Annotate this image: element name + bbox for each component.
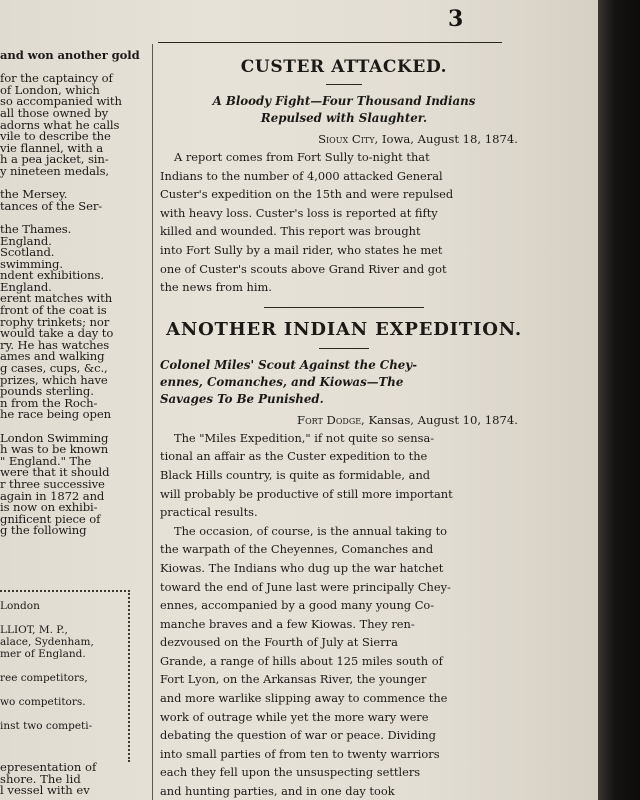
- article2-line: The "Miles Expedition," if not quite so sensa-: [174, 430, 435, 445]
- left-column-line: shore. The lid: [0, 771, 81, 786]
- article2-body: [160, 429, 528, 800]
- left-column-line: ndent exhibitions.: [0, 268, 104, 283]
- left-column-line: Scotland.: [0, 245, 55, 260]
- article1-line: Custer's expedition on the 15th and were repulsed: [160, 187, 454, 202]
- left-column-line: again in 1872 and: [0, 488, 105, 503]
- left-column-line: tances of the Ser-: [0, 198, 103, 213]
- left-column-line: " England." The: [0, 453, 92, 468]
- left-column-line: rophy trinkets; nor: [0, 314, 110, 329]
- left-box-line: inst two competi-: [0, 720, 93, 732]
- article2-line: work of outrage while yet the more wary were: [160, 709, 429, 724]
- headline-rule: [326, 84, 362, 85]
- left-column-line: h a pea jacket, sin-: [0, 152, 109, 167]
- article1-line: with heavy loss. Custer's loss is reported at fifty: [160, 205, 438, 220]
- left-column-line: the Mersey.: [0, 187, 68, 202]
- left-column-line: ry. He has watches: [0, 337, 110, 352]
- left-column-line: London Swimming: [0, 430, 109, 445]
- article2-line: Fort Lyon, on the Arkansas River, the younger: [160, 672, 427, 687]
- left-column-line: for the captaincy of: [0, 71, 113, 86]
- article2-line: and hunting parties, and in one day took: [160, 784, 395, 799]
- article2-headline: ANOTHER INDIAN EXPEDITION.: [166, 318, 522, 340]
- left-column-line: epresentation of: [0, 762, 97, 774]
- left-column-line: vile to describe the: [0, 129, 111, 144]
- article1-line: the news from him.: [160, 280, 272, 295]
- article2-line: dezvoused on the Fourth of July at Sierra: [160, 635, 398, 650]
- article2-line: each they fell upon the unsuspecting settlers: [160, 765, 421, 780]
- left-column-line: l vessel with ev: [0, 783, 90, 797]
- article2-line: toward the end of June last were principally Chey-: [160, 579, 451, 594]
- article2-line: Kiowas. The Indians who dug up the war hatchet: [160, 560, 444, 575]
- left-column-line: and won another gold: [0, 50, 140, 62]
- article1-line: one of Custer's scouts above Grand River and got: [160, 261, 447, 276]
- left-column-line: prizes, which have: [0, 372, 108, 387]
- left-column-line: erent matches with: [0, 291, 113, 306]
- left-column-line: would take a day to: [0, 326, 114, 341]
- article2-subhead-line: ennes, Comanches, and Kiowas—The: [160, 374, 404, 389]
- left-box-line: LLIOT, M. P.,: [0, 624, 68, 636]
- dateline-place: Sioux City,: [318, 132, 379, 146]
- left-column-line: of London, which: [0, 82, 100, 97]
- left-column-line: y nineteen medals,: [0, 163, 110, 178]
- left-box-line: ree competitors,: [0, 672, 88, 684]
- left-column-line: n from the Roch-: [0, 395, 98, 410]
- article1-line: A report comes from Fort Sully to-night that: [174, 150, 430, 164]
- left-column-line: swimming.: [0, 256, 63, 271]
- article1-line: into Fort Sully by a mail rider, who states he met: [160, 242, 443, 257]
- article2-dateline: [160, 412, 518, 429]
- left-box-line: mer of England.: [0, 648, 86, 660]
- left-column-line: England.: [0, 233, 52, 248]
- left-box-line: [0, 660, 124, 672]
- left-column-line: vie flannel, with a: [0, 140, 104, 155]
- article2-line: Black Hills country, is quite as formidable, and: [160, 467, 431, 482]
- left-column-line: g cases, cups, &c.,: [0, 361, 108, 376]
- article2-line: practical results.: [160, 505, 258, 520]
- dateline-date: Kansas, August 10, 1874.: [368, 412, 518, 427]
- page-number: 3: [448, 6, 464, 32]
- left-column-line: h was to be known: [0, 442, 109, 457]
- left-column-line: he race being open: [0, 407, 112, 422]
- article2-line: debating the question of war or peace. Dividing: [160, 728, 436, 743]
- article2-line: Grande, a range of hills about 125 miles south of: [160, 653, 443, 668]
- article2-line: ennes, accompanied by a good many young Co-: [160, 598, 435, 613]
- left-box-line: London: [0, 600, 40, 612]
- left-column-line: England.: [0, 279, 52, 294]
- top-rule: [158, 42, 502, 43]
- left-column-line: adorns what he calls: [0, 117, 120, 132]
- left-box-line: [0, 708, 124, 720]
- article1-subhead-line: A Bloody Fight—Four Thousand Indians: [212, 94, 476, 108]
- left-column-line: were that it should: [0, 465, 110, 480]
- left-column-bottom: [0, 762, 150, 797]
- dateline-place: Fort Dodge,: [297, 412, 365, 427]
- dateline-date: Iowa, August 18, 1874.: [381, 132, 518, 146]
- article2-line: manche braves and a few Kiowas. They ren-: [160, 616, 415, 631]
- left-box-line: [0, 684, 124, 696]
- headline-rule: [319, 348, 369, 349]
- article2-line: into small parties of from ten to twenty warriors: [160, 746, 440, 761]
- article2-line: will probably be productive of still more important: [160, 486, 453, 501]
- binding-shadow: [598, 0, 640, 800]
- article2-line: and more warlike slipping away to commence the: [160, 691, 448, 706]
- article1-line: killed and wounded. This report was brought: [160, 224, 421, 239]
- left-box-line: wo competitors.: [0, 696, 86, 708]
- article2-subhead: [160, 357, 528, 408]
- left-column-line: pounds sterling.: [0, 384, 94, 399]
- left-column-line: gnificent piece of: [0, 511, 101, 526]
- article1-subhead-line: Repulsed with Slaughter.: [260, 111, 428, 125]
- article2-line: tional an affair as the Custer expedition to the: [160, 449, 428, 464]
- left-column-line: the Thames.: [0, 221, 72, 236]
- left-column-line: is now on exhibi-: [0, 500, 98, 515]
- article2-line: the warpath of the Cheyennes, Comanches and: [160, 542, 434, 557]
- article1-subhead: [160, 93, 528, 127]
- left-boxed-list: [0, 590, 130, 762]
- article2-subhead-line: Colonel Miles' Scout Against the Chey-: [160, 357, 418, 372]
- left-column-line: ames and walking: [0, 349, 105, 364]
- article2-subhead-line: Savages To Be Punished.: [160, 391, 324, 406]
- main-column: [160, 56, 528, 800]
- column-rule: [152, 44, 153, 800]
- article2-line: The occasion, of course, is the annual taking to: [174, 523, 448, 538]
- section-rule: [264, 307, 424, 308]
- left-column-line: r three successive: [0, 476, 105, 491]
- left-box-line: alace, Sydenham,: [0, 636, 94, 648]
- left-column-line: g the following: [0, 523, 87, 538]
- article1-body: [160, 148, 528, 297]
- article1-line: Indians to the number of 4,000 attacked General: [160, 168, 443, 183]
- article1-headline: CUSTER ATTACKED.: [240, 57, 448, 77]
- left-box-line: [0, 612, 124, 624]
- left-column-line: all those owned by: [0, 105, 109, 120]
- article1-dateline: [160, 131, 518, 148]
- left-column-line: front of the coat is: [0, 303, 107, 318]
- left-column-line: so accompanied with: [0, 94, 122, 109]
